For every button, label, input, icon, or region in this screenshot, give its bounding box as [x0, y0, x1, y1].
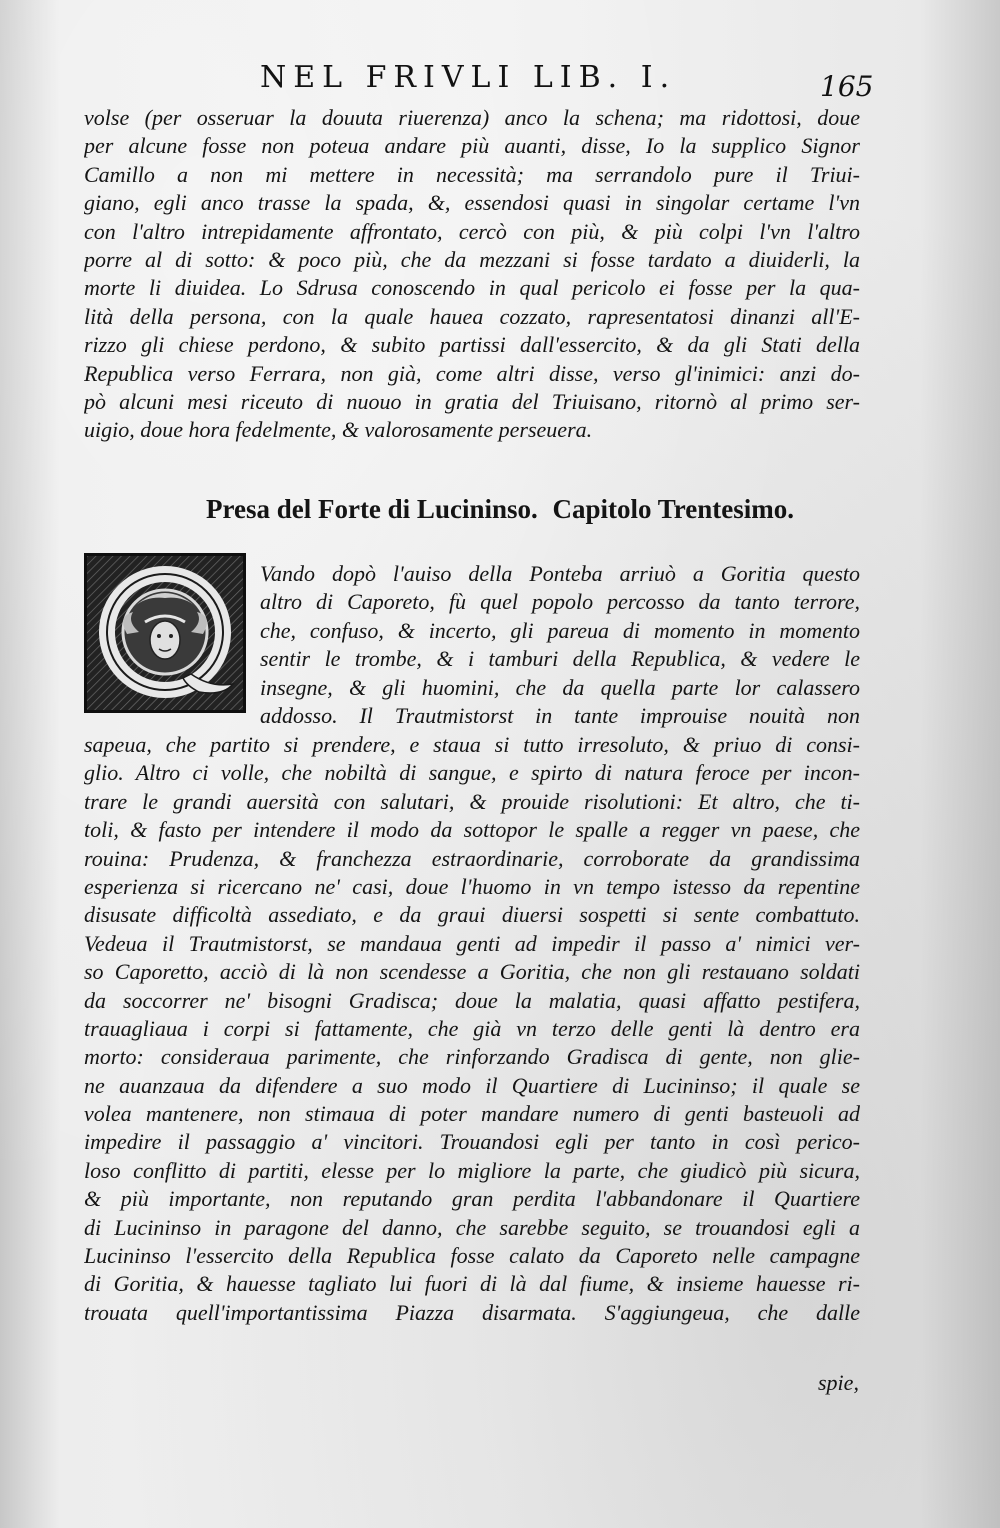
paragraph-continued	[84, 104, 860, 445]
text-line: Vando dopò l'auiso della Ponteba arriuò a Goritia questo	[260, 561, 860, 586]
text-line: per alcune fosse non poteua andare più auanti, disse, Io la supplico Signor	[84, 133, 860, 159]
text-line: da soccorrer ne' bisogni Gradisca; doue la malatia, quasi affatto pestifera,	[84, 987, 860, 1013]
text-line: uigio, doue hora fedelmente, & valorosamente perseuera.	[84, 417, 593, 443]
text-line: trauagliaua i corpi si fattamente, che già vn terzo delle genti là dentro era	[84, 1015, 860, 1041]
text-line: ne auanzaua da difendere a suo modo il Quartiere di Lucininso; il quale se	[84, 1072, 860, 1098]
chapter-title: Presa del Forte di Lucininso.	[205, 494, 538, 524]
chapter-heading	[0, 494, 1000, 525]
text-line: altro di Caporeto, fù quel popolo percosso da tanto terrore,	[260, 589, 860, 615]
text-line: morte li diuidea. Lo Sdrusa conoscendo in qual pericolo ei fosse per la qua-	[84, 275, 860, 301]
text-line: giano, egli anco trasse la spada, &, essendosi quasi in singolar certame l'vn	[84, 190, 860, 216]
drop-cap-q-icon	[87, 556, 243, 710]
text-line: sapeua, che partito si prendere, e staua si tutto irresoluto, & priuo di consi-	[84, 732, 860, 757]
text-line: porre al di sotto: & poco più, che da mezzani si fosse tardato a diuiderli, la	[84, 246, 860, 272]
text-line: Vedeua il Trautmistorst, se mandaua genti ad impedir il passo a' nimici ver-	[84, 930, 860, 956]
text-line: che, confuso, & incerto, gli pareua di momento in momento	[260, 617, 860, 643]
text-line: volea mantenere, non stimaua di poter mandare numero di genti basteuoli ad	[84, 1101, 860, 1127]
text-line: sentir le trombe, & i tamburi della Republica, & vedere le	[260, 646, 860, 672]
text-line: volse (per osseruar la douuta riuerenza) anco la schena; ma ridottosi, doue	[84, 105, 860, 130]
text-line: Lucininso l'essercito della Republica fosse calato da Caporeto nelle campagne	[84, 1243, 860, 1269]
running-head-title: NEL FRIVLI LIB. I.	[260, 60, 677, 95]
text-line: morto: consideraua parimente, che rinforzando Gradisca di gente, non glie-	[84, 1044, 860, 1070]
text-line: di Lucininso in paragone del danno, che sarebbe seguito, se trouandosi egli a	[84, 1214, 860, 1240]
text-line: esperienza si ricercano ne' casi, doue l'huomo in vn tempo istesso da repentine	[84, 873, 860, 899]
page-number: 165	[820, 70, 874, 103]
running-head	[0, 60, 1000, 103]
text-line: Camillo a non mi mettere in necessità; ma serrandolo pure il Triui-	[84, 161, 860, 187]
catchword: spie,	[818, 1370, 859, 1395]
drop-cap-ornament	[84, 553, 246, 713]
text-line: so Caporetto, acciò di là non scendesse a Goritia, che non gli restauano soldati	[84, 959, 860, 985]
text-line: Republica verso Ferrara, non già, come altri disse, verso gl'inimici: anzi do-	[84, 360, 860, 386]
text-line: addosso. Il Trautmistorst in tante improuise nouità non	[260, 702, 860, 728]
text-line: impedire il passaggio a' vincitori. Trouandosi egli per tanto in così perico-	[84, 1129, 860, 1155]
text-line: rizzo gli chiese perdono, & subito partissi dall'essercito, & da gli Stati della	[84, 332, 860, 358]
text-line: lità della persona, con la quale hauea cozzato, rapresentatosi dinanzi all'E-	[84, 303, 860, 329]
text-line: trouata quell'importantissima Piazza disarmata. S'aggiungeua, che dalle	[84, 1299, 860, 1325]
text-line: di Goritia, & hauesse tagliato lui fuori di là dal fiume, & insieme hauesse ri-	[84, 1271, 860, 1297]
text-line: disusate difficoltà assediato, e da graui diuersi sospetti si sente combattuto.	[84, 902, 860, 928]
text-line: toli, & fasto per intendere il modo da sottopor le spalle a regger vn paese, che	[84, 817, 860, 843]
chapter-number: Capitolo Trentesimo.	[552, 494, 794, 524]
text-line: insegne, & gli huomini, che da quella parte lor calassero	[260, 674, 860, 700]
text-line: rouina: Prudenza, & franchezza estraordinarie, corroborate da grandissima	[84, 845, 860, 871]
paragraph-body	[84, 731, 860, 1327]
text-line: con l'altro intrepidamente affrontato, cercò con più, & più colpi l'vn l'altro	[84, 218, 860, 244]
text-line: loso conflitto di partiti, elesse per lo migliore la parte, che giudicò più sicura,	[84, 1157, 860, 1183]
paragraph-beside-drop-cap	[260, 560, 860, 730]
text-line: & più importante, non reputando gran perdita l'abbandonare il Quartiere	[84, 1186, 860, 1212]
text-line: glio. Altro ci volle, che nobiltà di sangue, e spirto di natura feroce per incon-	[84, 760, 860, 786]
text-line: trare le grandi auersità con salutari, & prouide risolutioni: Et altro, che ti-	[84, 788, 860, 814]
text-line: pò alcuni mesi riceuto di nuouo in gratia del Triuisano, ritornò al primo ser-	[84, 388, 860, 414]
